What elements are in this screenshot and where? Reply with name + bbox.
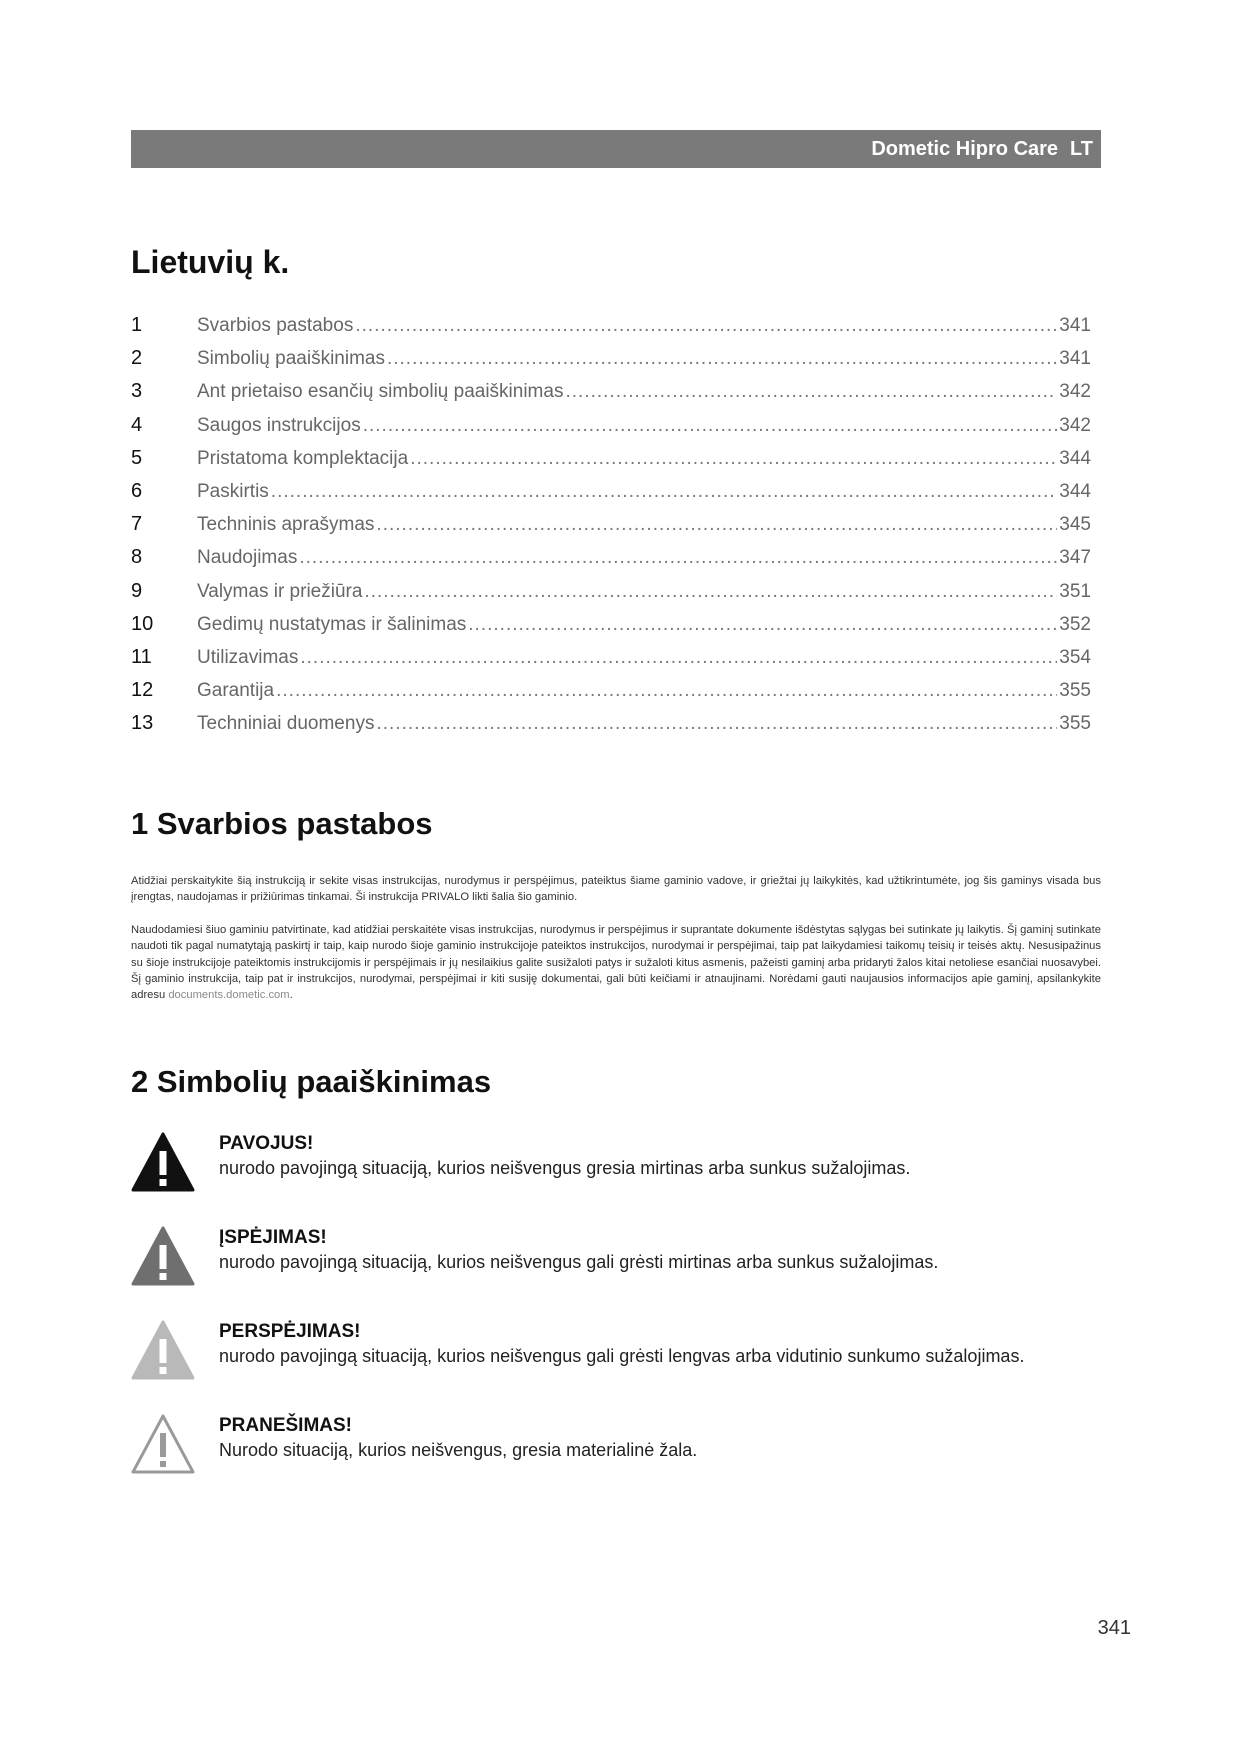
header-bar — [131, 130, 1101, 168]
toc-page: 347 — [1059, 547, 1091, 569]
toc-number: 4 — [131, 413, 143, 436]
toc-page: 342 — [1059, 381, 1091, 403]
toc-title: Garantija — [197, 680, 275, 702]
language-title: Lietuvių k. — [131, 244, 290, 280]
danger-exclamation-dot — [160, 1179, 167, 1186]
section-2-heading: 2 Simbolių paaiškinimas — [131, 1064, 492, 1099]
toc-title: Valymas ir priežiūra — [197, 580, 363, 602]
symbol-label: ĮSPĖJIMAS! — [219, 1227, 327, 1248]
toc-row[interactable] — [131, 314, 1091, 347]
toc-number: 8 — [131, 546, 143, 569]
toc-page: 345 — [1059, 514, 1091, 536]
warning-exclamation-dot — [160, 1273, 167, 1280]
caution-exclamation-bar — [160, 1339, 167, 1363]
symbol-description: nurodo pavojingą situaciją, kurios neišvengus gali grėsti mirtinas arba sunkus sužalojimas. — [219, 1252, 939, 1272]
symbol-description: nurodo pavojingą situaciją, kurios neišvengus gresia mirtinas arba sunkus sužalojimas. — [219, 1158, 911, 1178]
toc-title: Techniniai duomenys — [197, 713, 375, 735]
toc-leader — [300, 647, 1057, 669]
symbol-warning — [131, 1225, 1101, 1295]
notice-triangle-icon — [131, 1413, 195, 1475]
toc-leader — [565, 381, 1057, 403]
warning-exclamation-bar — [160, 1245, 167, 1269]
toc-row[interactable] — [131, 347, 1091, 380]
toc-leader — [410, 448, 1057, 470]
table-of-contents — [131, 314, 1091, 745]
toc-number: 1 — [131, 314, 143, 336]
notice-exclamation-dot — [160, 1461, 166, 1467]
toc-number: 12 — [131, 679, 154, 702]
danger-warning-triangle-icon — [131, 1131, 195, 1193]
toc-number: 11 — [131, 645, 152, 668]
toc-title: Pristatoma komplektacija — [197, 447, 409, 469]
toc-leader — [376, 713, 1057, 735]
documents-link[interactable]: documents.dometic.com — [168, 989, 290, 1002]
toc-number: 3 — [131, 380, 143, 403]
toc-title: Ant prietaiso esančių simbolių paaiškinimas — [197, 381, 564, 403]
toc-row[interactable] — [131, 613, 1091, 646]
toc-page: 352 — [1059, 613, 1091, 635]
danger-exclamation-bar — [160, 1151, 167, 1175]
toc-row[interactable] — [131, 380, 1091, 413]
paragraph-2-text: Naudodamiesi šiuo gaminiu patvirtinate, kad atidžiai perskaitėte visas instrukcijas, nurodymus ir perspėjimus ir suprantate dokumente išdėstytas sąlygas bei sutinkate jų laikytis. Šį gaminį sutinkate naudoti tik pagal numatytąją paskirtį ir taip, kaip nurodo šioje gaminio instrukcijoje pateiktos instrukcijos, nurodymai ir perspėjimai, taip pat laikydamiesi taikomų teisių ir teisės aktų. Nesusipažinus su šioje instrukcijoje pateiktomis instrukcijomis ir perspėjimais ir jų nesilaikius galite susižaloti patys ir sužaloti kitus asmenis, pažeisti gaminį arba pridaryti žalos kitai netoliese esančiai nuosavybei. Šį gaminio instrukcija, taip pat ir instrukcijos, nurodymai, perspėjimai ir kiti susiję dokumentai, gali būti keičiami ir atnaujinami. Norėdami gauti naujausios informacijos apie gaminį, apsilankykite adresu — [131, 924, 1101, 1002]
symbol-label: PRANEŠIMAS! — [219, 1415, 353, 1436]
symbol-warning-text — [219, 1225, 938, 1273]
section-1-paragraph-2 — [131, 922, 1101, 1003]
toc-title: Svarbios pastabos — [197, 315, 354, 336]
toc-row[interactable] — [131, 646, 1091, 679]
toc-row[interactable] — [131, 712, 1091, 745]
toc-page: 341 — [1059, 348, 1091, 370]
caution-triangle-icon — [131, 1319, 195, 1381]
symbol-description: Nurodo situaciją, kurios neišvengus, gresia materialinė žala. — [219, 1440, 698, 1460]
paragraph-2-end: . — [289, 989, 293, 1002]
toc-row[interactable] — [131, 480, 1091, 513]
toc-leader — [387, 348, 1057, 370]
symbol-label: PERSPĖJIMAS! — [219, 1321, 361, 1342]
toc-page: 344 — [1059, 447, 1091, 469]
symbol-notice — [131, 1413, 1101, 1483]
symbol-danger-text — [219, 1131, 910, 1179]
section-1-heading: 1 Svarbios pastabos — [131, 806, 433, 841]
toc-number: 7 — [131, 513, 143, 536]
toc-leader — [363, 415, 1058, 437]
toc-leader — [468, 614, 1057, 636]
symbol-caution — [131, 1319, 1101, 1389]
toc-number: 10 — [131, 612, 154, 635]
toc-row[interactable] — [131, 580, 1091, 613]
symbol-label: PAVOJUS! — [219, 1133, 314, 1154]
toc-title: Simbolių paaiškinimas — [197, 348, 385, 370]
notice-exclamation-bar — [160, 1433, 166, 1457]
toc-row[interactable] — [131, 414, 1091, 447]
symbol-caution-text — [219, 1319, 1024, 1367]
toc-page: 355 — [1059, 680, 1091, 702]
symbol-description: nurodo pavojingą situaciją, kurios neišvengus gali grėsti lengvas arba vidutinio sunkumo sužalojimas. — [219, 1346, 1025, 1366]
toc-number: 9 — [131, 579, 143, 602]
toc-page: 355 — [1059, 713, 1091, 735]
toc-row[interactable] — [131, 447, 1091, 480]
toc-leader — [364, 581, 1057, 603]
toc-leader — [376, 514, 1057, 536]
toc-title: Utilizavimas — [197, 646, 299, 668]
toc-leader — [271, 481, 1058, 503]
toc-number: 13 — [131, 712, 154, 735]
toc-title: Naudojimas — [197, 547, 298, 569]
page-number: 341 — [1097, 1617, 1131, 1639]
toc-page: 341 — [1059, 315, 1091, 336]
toc-number: 5 — [131, 446, 143, 469]
symbol-notice-text — [219, 1413, 697, 1461]
toc-leader — [355, 315, 1057, 337]
toc-title: Gedimų nustatymas ir šalinimas — [197, 613, 467, 635]
section-1-paragraph-1: Atidžiai perskaitykite šią instrukciją ir sekite visas instrukcijas, nurodymus ir perspėjimus, pateiktus šiame gaminio vadove, ir griežtai jų laikykitės, kad užtikrintumėte, jog šis gaminys visada bus įrengtas, naudojamas ir prižiūrimas tinkamai. Ši instrukcija PRIVALO likti šalia šio gaminio. — [131, 875, 1101, 904]
toc-title: Saugos instrukcijos — [197, 414, 361, 436]
toc-leader — [299, 547, 1057, 569]
symbol-danger — [131, 1131, 1101, 1201]
toc-number: 6 — [131, 479, 143, 502]
header-lang-code: LT — [1070, 137, 1093, 160]
toc-number: 2 — [131, 347, 143, 370]
toc-row[interactable] — [131, 679, 1091, 712]
toc-page: 354 — [1059, 646, 1091, 668]
toc-row[interactable] — [131, 513, 1091, 546]
toc-page: 344 — [1059, 480, 1091, 502]
toc-title: Techninis aprašymas — [197, 514, 375, 536]
toc-leader — [276, 680, 1057, 702]
toc-page: 351 — [1059, 580, 1091, 602]
toc-title: Paskirtis — [197, 480, 269, 502]
warning-triangle-icon — [131, 1225, 195, 1287]
toc-row[interactable] — [131, 546, 1091, 579]
header-product: Dometic Hipro Care — [871, 137, 1059, 160]
caution-exclamation-dot — [160, 1367, 167, 1374]
toc-page: 342 — [1059, 414, 1091, 436]
